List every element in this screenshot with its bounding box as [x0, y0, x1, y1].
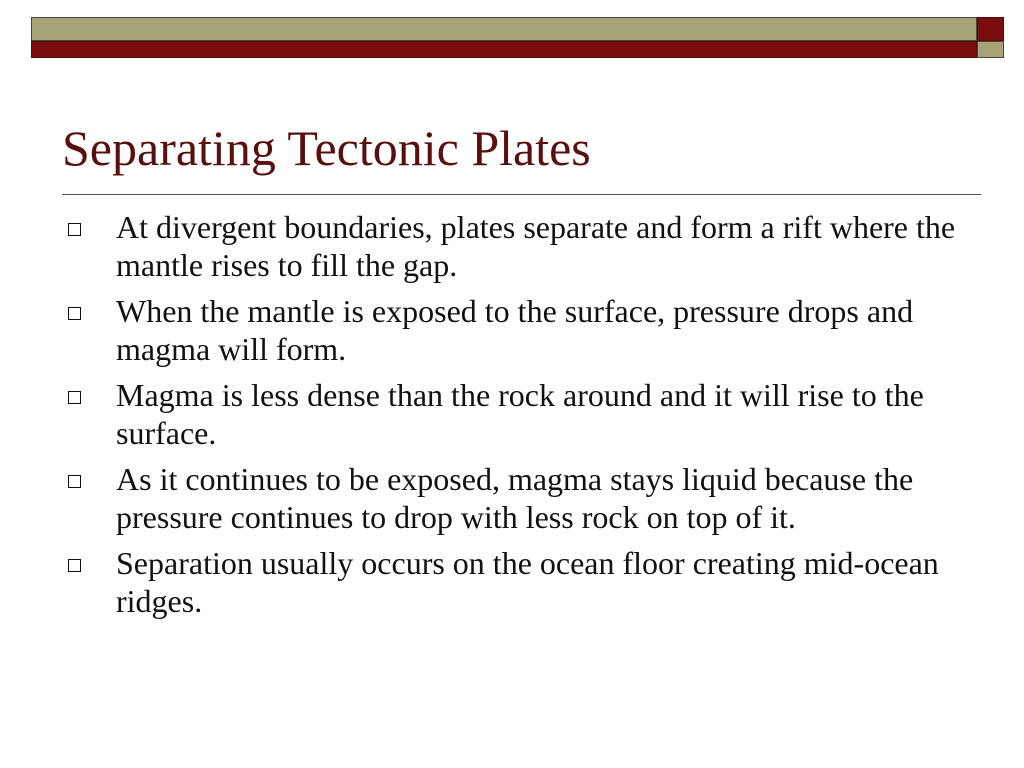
bullet-text: Separation usually occurs on the ocean floor creating mid-ocean ridges. [116, 545, 939, 619]
hollow-square-bullet-icon [68, 223, 81, 236]
bullet-item [62, 292, 972, 368]
hollow-square-bullet-icon [68, 475, 81, 488]
header-corner-square-bottom [977, 41, 1004, 58]
bullet-item [62, 208, 972, 284]
title-divider [62, 194, 981, 195]
bullet-item [62, 544, 972, 620]
bullet-text: When the mantle is exposed to the surface, pressure drops and magma will form. [116, 293, 914, 367]
bullet-list [62, 208, 972, 628]
slide-title: Separating Tectonic Plates [62, 120, 591, 176]
hollow-square-bullet-icon [68, 307, 81, 320]
header-band-maroon [31, 41, 977, 58]
bullet-item [62, 460, 972, 536]
hollow-square-bullet-icon [68, 391, 81, 404]
bullet-text: At divergent boundaries, plates separate and form a rift where the mantle rises to fill the gap. [116, 209, 956, 283]
bullet-text: Magma is less dense than the rock around and it will rise to the surface. [116, 377, 924, 451]
bullet-text: As it continues to be exposed, magma stays liquid because the pressure continues to drop with less rock on top of it. [116, 461, 914, 535]
header-band-olive [31, 17, 977, 41]
bullet-item [62, 376, 972, 452]
header-corner-square-top [977, 17, 1004, 41]
hollow-square-bullet-icon [68, 559, 81, 572]
